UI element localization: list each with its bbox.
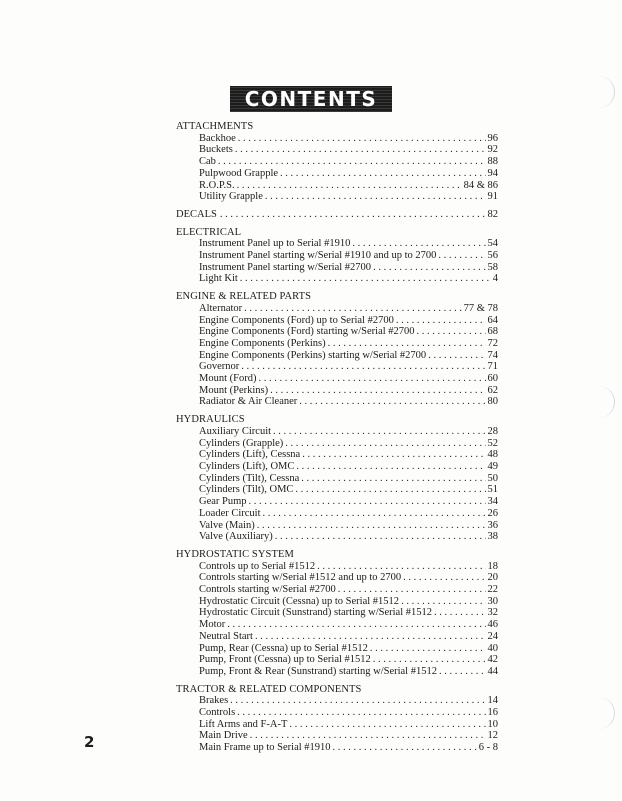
toc-entry-label: Engine Components (Perkins) starting w/Serial #2700 <box>199 349 427 361</box>
toc-entry-label: Main Frame up to Serial #1910 <box>199 742 331 754</box>
toc-entry <box>176 596 498 608</box>
toc-entry <box>176 315 498 327</box>
toc-entry <box>176 473 498 485</box>
toc-entry-label: Gear Pump <box>199 496 247 508</box>
toc-entry-label: Governor <box>199 361 240 373</box>
dot-leader <box>220 209 485 221</box>
toc-entry <box>176 338 498 350</box>
toc-entry-page: 22 <box>487 584 498 596</box>
dot-leader <box>237 707 485 719</box>
toc-entry <box>176 385 498 397</box>
toc-entry-label: Auxiliary Circuit <box>199 425 272 437</box>
toc-entry-label: Radiator & Air Cleaner <box>199 396 298 408</box>
toc-entry <box>176 654 498 666</box>
toc-section-heading: ENGINE & RELATED PARTS <box>176 291 312 303</box>
toc-entry-label: Buckets <box>199 144 233 156</box>
toc-entry <box>176 350 498 362</box>
toc-entry <box>176 361 498 373</box>
toc-entry-page: 16 <box>487 707 498 719</box>
toc-section-heading: DECALS <box>176 208 217 220</box>
toc-entry <box>176 449 498 461</box>
dot-leader <box>265 191 486 203</box>
toc-entry <box>176 631 498 643</box>
toc-entry-label: Controls starting w/Serial #2700 <box>199 584 336 596</box>
toc-entry <box>176 508 498 520</box>
toc-section-heading: ATTACHMENTS <box>176 121 254 132</box>
dot-leader <box>299 396 485 408</box>
binder-hole-middle <box>598 386 615 418</box>
toc-entry <box>176 719 498 731</box>
dot-leader <box>270 385 485 397</box>
toc-entry-page: 51 <box>487 484 498 496</box>
toc-section <box>176 121 498 203</box>
toc-entry-label: Backhoe <box>199 132 236 144</box>
toc-entry-page: 42 <box>487 654 498 666</box>
toc-entry-page: 82 <box>487 208 498 220</box>
dot-leader <box>370 643 486 655</box>
toc-entry <box>176 584 498 596</box>
toc-entry <box>176 168 498 180</box>
toc-entry-page: 60 <box>487 373 498 385</box>
toc-entry-page: 36 <box>487 519 498 531</box>
toc-entry-label: Neutral Start <box>199 630 253 642</box>
toc-entry-label: Pump, Rear (Cessna) up to Serial #1512 <box>199 642 368 654</box>
toc-entry-page: 26 <box>487 507 498 519</box>
toc-entry-page: 72 <box>487 337 498 349</box>
toc-entry-label: Controls starting w/Serial #1512 and up to 2700 <box>199 572 402 584</box>
toc-entry-page: 49 <box>487 460 498 472</box>
toc-entry-page: 62 <box>487 384 498 396</box>
toc-entry-page: 94 <box>487 167 498 179</box>
toc-entry <box>176 484 498 496</box>
toc-entry-page: 77 & 78 <box>463 302 498 314</box>
dot-leader <box>263 508 486 520</box>
dot-leader <box>244 303 461 315</box>
toc-entry-page: 71 <box>487 361 498 373</box>
toc-entry <box>176 742 498 754</box>
toc-entry <box>176 695 498 707</box>
toc-entry-label: Alternator <box>199 302 243 314</box>
dot-leader <box>417 326 486 338</box>
toc-entry-label: Hydrostatic Circuit (Sunstrand) starting w/Serial #1512 <box>199 607 433 619</box>
toc-entry-label: Controls up to Serial #1512 <box>199 560 316 572</box>
dot-leader <box>238 133 486 145</box>
toc-entry-label: Pump, Front & Rear (Sunstrand) starting w/Serial #1512 <box>199 665 437 677</box>
toc-entry-page: 40 <box>487 642 498 654</box>
toc-entry <box>176 730 498 742</box>
dot-leader <box>275 531 486 543</box>
toc-entry-label: Cylinders (Tilt), Cessna <box>199 472 300 484</box>
toc-section-heading: TRACTOR & RELATED COMPONENTS <box>176 683 362 695</box>
toc-section-decals <box>176 209 498 221</box>
toc-entry-label: Pump, Front (Cessna) up to Serial #1512 <box>199 654 371 666</box>
toc-entry-label: Lift Arms and F-A-T <box>199 718 288 730</box>
toc-entry-page: 10 <box>487 718 498 730</box>
toc-entry-page: 46 <box>487 619 498 631</box>
toc-section-heading: ELECTRICAL <box>176 226 242 238</box>
toc-entry-label: Light Kit <box>199 273 238 285</box>
dot-leader <box>285 438 485 450</box>
dot-leader <box>230 695 485 707</box>
toc-entry <box>176 191 498 203</box>
toc-entry <box>176 561 498 573</box>
dot-leader <box>434 607 485 619</box>
toc-entry-label: Cylinders (Lift), Cessna <box>199 449 301 461</box>
contents-banner <box>230 86 392 112</box>
toc-entry-page: 24 <box>487 630 498 642</box>
toc-entry-page: 84 & 86 <box>463 179 498 191</box>
toc-entry-label: Utility Grapple <box>199 191 263 203</box>
toc-entry-page: 28 <box>487 425 498 437</box>
toc-entry-label: Loader Circuit <box>199 507 261 519</box>
toc-section <box>176 549 498 678</box>
dot-leader <box>333 742 477 754</box>
toc-entry-label: Mount (Ford) <box>199 373 257 385</box>
toc-entry-label: Cylinders (Grapple) <box>199 437 284 449</box>
binder-hole-bottom <box>598 697 615 729</box>
toc-entry-page: 74 <box>487 349 498 361</box>
toc-entry-label: Hydrostatic Circuit (Cessna) up to Serial #1512 <box>199 595 400 607</box>
toc-entry-page: 88 <box>487 156 498 168</box>
dot-leader <box>241 361 485 373</box>
dot-leader <box>296 461 485 473</box>
dot-leader <box>328 338 486 350</box>
dot-leader <box>302 449 485 461</box>
toc-entry <box>176 666 498 678</box>
toc-entry <box>176 238 498 250</box>
table-of-contents <box>176 121 498 754</box>
dot-leader <box>403 572 485 584</box>
toc-entry <box>176 250 498 262</box>
toc-entry-page: 96 <box>487 132 498 144</box>
toc-entry-label: Main Drive <box>199 730 248 742</box>
dot-leader <box>438 250 485 262</box>
dot-leader <box>250 730 486 742</box>
toc-entry-page: 30 <box>487 595 498 607</box>
dot-leader <box>439 666 486 678</box>
dot-leader <box>396 315 486 327</box>
toc-entry <box>176 572 498 584</box>
toc-section <box>176 291 498 408</box>
toc-entry-label: Pulpwood Grapple <box>199 167 279 179</box>
toc-entry-page: 58 <box>487 261 498 273</box>
toc-entry-page: 91 <box>487 191 498 203</box>
binder-hole-top <box>598 76 615 108</box>
dot-leader <box>352 238 485 250</box>
dot-leader <box>235 144 486 156</box>
toc-section <box>176 227 498 286</box>
dot-leader <box>317 561 485 573</box>
toc-entry-label: Cylinders (Tilt), OMC <box>199 484 294 496</box>
toc-entry <box>176 326 498 338</box>
toc-entry <box>176 438 498 450</box>
toc-entry <box>176 144 498 156</box>
toc-entry-label: Instrument Panel up to Serial #1910 <box>199 238 351 250</box>
toc-entry <box>176 396 498 408</box>
toc-entry <box>176 426 498 438</box>
toc-entry-page: 80 <box>487 396 498 408</box>
dot-leader <box>295 484 485 496</box>
toc-entry-label: Valve (Auxiliary) <box>199 531 273 543</box>
dot-leader <box>218 156 486 168</box>
toc-entry-page: 68 <box>487 326 498 338</box>
toc-entry <box>176 303 498 315</box>
toc-entry-page: 4 <box>492 273 498 285</box>
toc-entry-label: Controls <box>199 707 236 719</box>
toc-entry <box>176 133 498 145</box>
toc-entry-label: Valve (Main) <box>199 519 255 531</box>
toc-entry-page: 14 <box>487 695 498 707</box>
dot-leader <box>258 373 485 385</box>
toc-entry-page: 38 <box>487 531 498 543</box>
toc-entry-label: Engine Components (Ford) up to Serial #2700 <box>199 314 394 326</box>
dot-leader <box>237 180 462 192</box>
toc-entry-page: 18 <box>487 560 498 572</box>
toc-entry-page: 32 <box>487 607 498 619</box>
dot-leader <box>280 168 485 180</box>
toc-entry-label: Engine Components (Ford) starting w/Serial #2700 <box>199 326 415 338</box>
toc-entry-page: 56 <box>487 250 498 262</box>
toc-entry-page: 64 <box>487 314 498 326</box>
toc-entry-label: Motor <box>199 619 226 631</box>
toc-entry <box>176 619 498 631</box>
dot-leader <box>289 719 485 731</box>
toc-entry <box>176 520 498 532</box>
toc-entry-page: 48 <box>487 449 498 461</box>
contents-title: CONTENTS <box>244 87 378 111</box>
dot-leader <box>301 473 485 485</box>
toc-entry <box>176 643 498 655</box>
toc-entry <box>176 156 498 168</box>
page-number: 2 <box>84 733 95 751</box>
toc-entry <box>176 707 498 719</box>
toc-entry-label: Brakes <box>199 695 229 707</box>
dot-leader <box>273 426 485 438</box>
dot-leader <box>338 584 486 596</box>
toc-entry-page: 34 <box>487 496 498 508</box>
toc-entry <box>176 496 498 508</box>
toc-entry-page: 92 <box>487 144 498 156</box>
toc-entry-label: Cylinders (Lift), OMC <box>199 460 295 472</box>
dot-leader <box>373 262 485 274</box>
dot-leader <box>373 654 486 666</box>
toc-entry-label: Mount (Perkins) <box>199 384 269 396</box>
dot-leader <box>401 596 485 608</box>
toc-entry <box>176 180 498 192</box>
toc-entry-page: 52 <box>487 437 498 449</box>
toc-entry-label: Instrument Panel starting w/Serial #1910 and up to 2700 <box>199 250 437 262</box>
toc-section <box>176 684 498 754</box>
toc-entry-page: 12 <box>487 730 498 742</box>
toc-entry <box>176 607 498 619</box>
dot-leader <box>255 631 486 643</box>
toc-entry <box>176 262 498 274</box>
toc-section-heading: HYDROSTATIC SYSTEM <box>176 548 294 560</box>
toc-section-heading: HYDRAULICS <box>176 414 245 426</box>
toc-entry-page: 6 - 8 <box>478 742 498 754</box>
toc-section <box>176 414 498 543</box>
toc-entry <box>176 273 498 285</box>
toc-entry <box>176 461 498 473</box>
toc-entry-label: Engine Components (Perkins) <box>199 337 326 349</box>
toc-entry-label: Cab <box>199 156 216 168</box>
dot-leader <box>227 619 485 631</box>
toc-entry-label: R.O.P.S. <box>199 179 235 191</box>
toc-entry-label: Instrument Panel starting w/Serial #2700 <box>199 261 372 273</box>
dot-leader <box>240 273 491 285</box>
toc-entry <box>176 531 498 543</box>
toc-entry-page: 50 <box>487 472 498 484</box>
toc-entry-page: 20 <box>487 572 498 584</box>
toc-entry-page: 44 <box>487 665 498 677</box>
dot-leader <box>249 496 486 508</box>
dot-leader <box>428 350 485 362</box>
toc-entry-page: 54 <box>487 238 498 250</box>
toc-entry <box>176 373 498 385</box>
dot-leader <box>257 520 486 532</box>
